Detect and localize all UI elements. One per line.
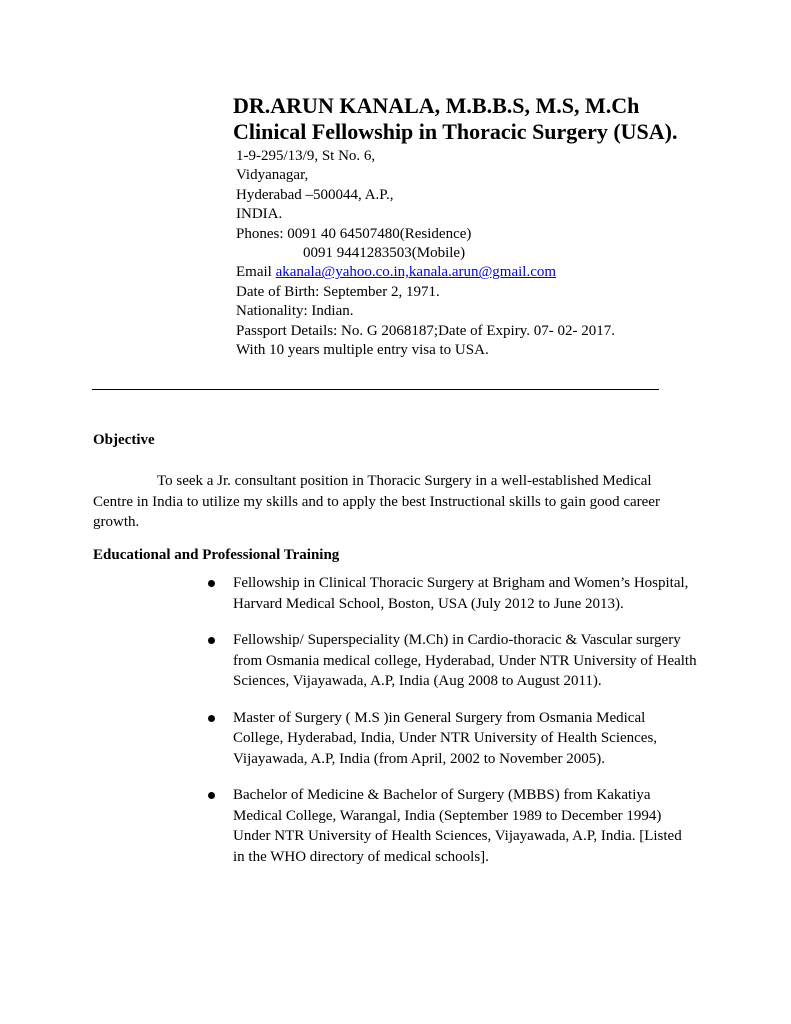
objective-heading: Objective	[93, 432, 155, 448]
training-item-text: Bachelor of Medicine & Bachelor of Surgery (MBBS) from Kakatiya Medical College, Warangal, India (September 1989 to December 1994) Under NTR University of Health Sciences, Vijayawada, A.P, India. [Listed in the WHO directory of medical schools].	[233, 787, 682, 865]
visa-details: With 10 years multiple entry visa to USA.	[236, 342, 489, 359]
objective-text: To seek a Jr. consultant position in Thoracic Surgery in a well-established Medical Centre in India to utilize my skills and to apply the best Instructional skills to gain good career growth.	[93, 473, 660, 530]
training-item-text: Fellowship/ Superspeciality (M.Ch) in Cardio-thoracic & Vascular surgery from Osmania medical college, Hyderabad, Under NTR University of Health Sciences, Vijayawada, A.P, India (Aug 2008 to August 2011).	[233, 632, 697, 689]
list-item	[207, 785, 697, 867]
candidate-name: DR.ARUN KANALA, M.B.B.S, M.S, M.Ch	[233, 93, 640, 118]
email-label: Email	[236, 264, 276, 281]
address-line-2: Vidyanagar,	[236, 167, 309, 184]
bullet-icon	[208, 715, 215, 722]
contact-details	[236, 147, 773, 360]
list-item	[207, 630, 697, 692]
bullet-icon	[208, 792, 215, 799]
training-list	[207, 573, 697, 883]
date-of-birth: Date of Birth: September 2, 1971.	[236, 283, 440, 300]
list-item	[207, 573, 697, 614]
email-link[interactable]: akanala@yahoo.co.in,kanala.arun@gmail.com	[275, 264, 557, 281]
list-item	[207, 708, 697, 770]
phone-residence: Phones: 0091 40 64507480(Residence)	[236, 225, 472, 242]
address-line-3: Hyderabad –500044, A.P.,	[236, 186, 394, 203]
training-item-text: Fellowship in Clinical Thoracic Surgery at Brigham and Women’s Hospital, Harvard Medical School, Boston, USA (July 2012 to June 2013).	[233, 575, 689, 612]
bullet-icon	[208, 580, 215, 587]
candidate-subtitle: Clinical Fellowship in Thoracic Surgery (USA).	[233, 119, 678, 144]
passport-details: Passport Details: No. G 2068187;Date of Expiry. 07- 02- 2017.	[236, 322, 615, 339]
phone-mobile: 0091 9441283503(Mobile)	[303, 245, 466, 262]
header-divider	[92, 389, 659, 390]
resume-header	[233, 93, 773, 360]
training-item-text: Master of Surgery ( M.S )in General Surgery from Osmania Medical College, Hyderabad, India, Under NTR University of Health Sciences, Vijayawada, A.P, India (from April, 2002 to November 2005).	[233, 709, 658, 767]
email-line	[236, 263, 773, 282]
nationality: Nationality: Indian.	[236, 303, 354, 320]
training-heading: Educational and Professional Training	[93, 547, 340, 563]
bullet-icon	[208, 637, 215, 644]
address-line-4: INDIA.	[236, 206, 283, 223]
address-line-1: 1-9-295/13/9, St No. 6,	[236, 148, 376, 164]
